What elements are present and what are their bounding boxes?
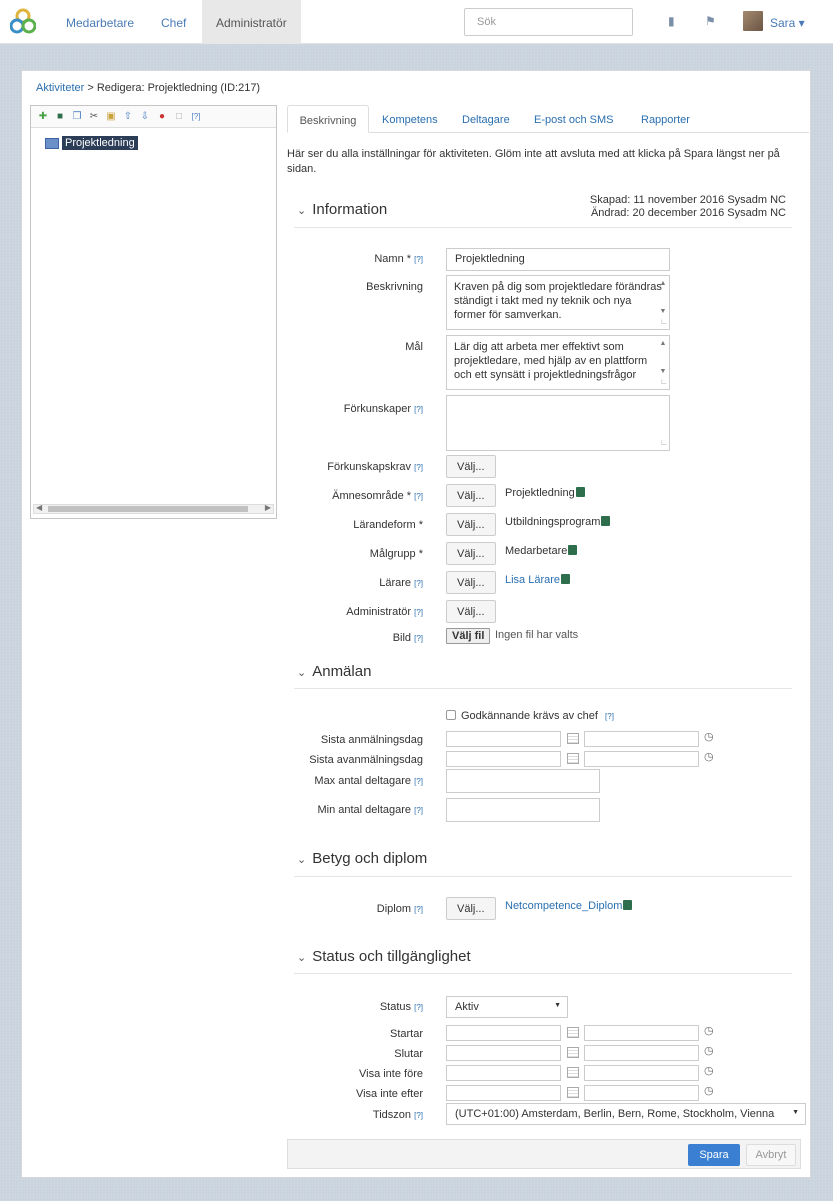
section-grades[interactable]: [297, 850, 427, 867]
prereq-req-label: Förkunskapskrav [?]: [327, 461, 423, 473]
tree-node-label[interactable]: Projektledning: [62, 136, 138, 150]
scroll-left-icon[interactable]: ◀: [36, 503, 43, 512]
clock-icon[interactable]: ◷: [704, 1045, 714, 1057]
section-title: Betyg och diplom: [312, 850, 428, 867]
ends-time-input[interactable]: [584, 1045, 699, 1061]
form-footer: [287, 1139, 801, 1169]
flag-icon[interactable]: ⚑: [705, 14, 716, 28]
main-panel: [21, 70, 811, 1178]
tab-kompetens[interactable]: Kompetens: [382, 114, 438, 126]
target-value: Medarbetare: [505, 545, 577, 557]
ends-date-input[interactable]: [446, 1045, 561, 1061]
breadcrumb-aktiviteter[interactable]: Aktiviteter: [36, 82, 85, 94]
tree-node[interactable]: [45, 136, 138, 150]
save-button[interactable]: Spara: [688, 1144, 740, 1166]
last-unreg-time-input[interactable]: [584, 751, 699, 767]
search-input[interactable]: Sök: [464, 8, 633, 36]
trash-icon[interactable]: [561, 574, 570, 584]
breadcrumb-current: Redigera: Projektledning (ID:217): [96, 82, 261, 94]
section-title: Information: [312, 201, 388, 218]
user-menu[interactable]: Sara ▾: [770, 16, 805, 30]
move-down-icon[interactable]: ⇩: [140, 110, 150, 122]
subject-label: Ämnesområde * [?]: [332, 490, 423, 502]
tree-scrollbar[interactable]: [33, 504, 274, 514]
clock-icon[interactable]: ◷: [704, 1085, 714, 1097]
choose-prereq-button[interactable]: Välj...: [446, 455, 496, 478]
status-label: Status [?]: [379, 1001, 423, 1013]
calendar-icon[interactable]: [567, 1047, 579, 1058]
choose-admin-button[interactable]: Välj...: [446, 600, 496, 623]
divider: [294, 876, 792, 877]
chevron-down-icon: ▼: [554, 1002, 561, 1009]
divider: [294, 227, 792, 228]
target-label: Målgrupp *: [369, 548, 423, 560]
nav-medarbetare[interactable]: Medarbetare: [66, 16, 135, 30]
hide-before-label: Visa inte före: [358, 1068, 423, 1080]
goal-label: Mål: [405, 341, 423, 353]
prereq-label: Förkunskaper [?]: [343, 403, 423, 415]
prereq-textarea[interactable]: [446, 395, 670, 451]
diploma-label: Diplom [?]: [376, 903, 423, 915]
clock-icon[interactable]: ◷: [704, 1065, 714, 1077]
choose-teacher-button[interactable]: Välj...: [446, 571, 496, 594]
section-title: Anmälan: [312, 663, 372, 680]
nav-chef[interactable]: Chef: [161, 16, 187, 30]
starts-time-input[interactable]: [584, 1025, 699, 1041]
changed-text: Ändrad: 20 december 2016 Sysadm NC: [590, 207, 786, 219]
description-textarea[interactable]: Kraven på dig som projektledare förändras ständigt i takt med ny teknik och nya former för samverkan. ▲ ▼ ∟: [446, 275, 670, 330]
app-logo-icon[interactable]: [10, 8, 36, 34]
section-status[interactable]: [297, 948, 471, 965]
folder-icon: [45, 138, 59, 149]
last-unreg-date-input[interactable]: [446, 751, 561, 767]
avatar[interactable]: [743, 11, 763, 31]
chevron-down-icon: ⌄: [297, 205, 307, 217]
calendar-icon[interactable]: [567, 1087, 579, 1098]
subject-value: Projektledning: [505, 487, 585, 499]
approval-checkbox[interactable]: [446, 710, 456, 720]
description-label: Beskrivning: [366, 281, 423, 293]
chevron-down-icon: ⌄: [297, 952, 307, 964]
chat-icon[interactable]: ▮: [668, 14, 675, 28]
diploma-link[interactable]: Netcompetence_Diplom: [505, 900, 623, 912]
help-icon[interactable]: [?]: [191, 111, 201, 121]
calendar-icon[interactable]: [567, 733, 579, 744]
info-meta: [590, 194, 786, 220]
nav-administrator[interactable]: Administratör: [202, 0, 301, 44]
min-participants-input[interactable]: [446, 798, 600, 822]
resize-grip-icon[interactable]: ∟: [660, 377, 668, 386]
last-reg-date-input[interactable]: [446, 731, 561, 747]
chevron-down-icon: ⌄: [297, 854, 307, 866]
form-value: Utbildningsprogram: [505, 516, 610, 528]
choose-diploma-button[interactable]: Välj...: [446, 897, 496, 920]
resize-grip-icon[interactable]: ∟: [660, 317, 668, 326]
tab-rapporter[interactable]: Rapporter: [641, 114, 690, 126]
breadcrumb: [36, 82, 260, 94]
textarea-scrollbar[interactable]: ▲ ▼: [659, 340, 667, 375]
section-registration[interactable]: [297, 663, 371, 680]
goal-textarea[interactable]: Lär dig att arbeta mer effektivt som projektledare, med hjälp av en plattform och ett synsätt i projektledningsfrågor ▲ ▼ ∟: [446, 335, 670, 390]
max-participants-input[interactable]: [446, 769, 600, 793]
chevron-down-icon: ▼: [792, 1109, 799, 1116]
last-unreg-label: Sista avanmälningsdag: [309, 754, 423, 766]
admin-label: Administratör [?]: [346, 606, 423, 618]
delete-icon[interactable]: ■: [56, 110, 64, 122]
form-label: Lärandeform *: [353, 519, 423, 531]
cut-icon[interactable]: ✂: [89, 110, 99, 122]
choose-subject-button[interactable]: Välj...: [446, 484, 496, 507]
trash-icon[interactable]: [568, 545, 577, 555]
tab-epost-sms[interactable]: E-post och SMS: [534, 114, 614, 126]
breadcrumb-separator: >: [84, 82, 97, 94]
name-label: Namn * [?]: [374, 253, 423, 265]
calendar-icon[interactable]: [567, 1027, 579, 1038]
trash-icon[interactable]: [623, 900, 632, 910]
activity-tree: [30, 105, 277, 519]
trash-icon[interactable]: [576, 487, 585, 497]
hide-before-date-input[interactable]: [446, 1065, 561, 1081]
clock-icon[interactable]: ◷: [704, 731, 714, 743]
starts-date-input[interactable]: [446, 1025, 561, 1041]
clock-icon[interactable]: ◷: [704, 1025, 714, 1037]
created-text: Skapad: 11 november 2016 Sysadm NC: [589, 194, 786, 206]
paste-icon[interactable]: ▣: [106, 110, 116, 122]
scroll-thumb[interactable]: [48, 506, 248, 512]
no-file-text: Ingen fil har valts: [495, 629, 579, 641]
hide-after-date-input[interactable]: [446, 1085, 561, 1101]
tree-toolbar: [31, 106, 276, 128]
top-navbar: [0, 0, 833, 44]
cancel-button[interactable]: Avbryt: [746, 1144, 796, 1166]
timezone-label: Tidszon [?]: [372, 1109, 423, 1121]
choose-file-button[interactable]: Välj fil: [446, 628, 490, 644]
section-information[interactable]: [297, 201, 387, 218]
textarea-scrollbar[interactable]: ▲ ▼: [659, 280, 667, 315]
copy-icon[interactable]: ❐: [72, 110, 82, 122]
divider: [294, 973, 792, 974]
tabs: [287, 105, 809, 133]
teacher-link[interactable]: Lisa Lärare: [505, 574, 561, 586]
section-title: Status och tillgänglighet: [312, 948, 471, 965]
min-label: Min antal deltagare [?]: [317, 804, 423, 816]
move-up-icon[interactable]: ⇧: [123, 110, 133, 122]
approval-checkbox-row[interactable]: Godkännande krävs av chef [?]: [446, 710, 614, 722]
calendar-icon[interactable]: [567, 753, 579, 764]
divider: [294, 688, 792, 689]
ends-label: Slutar: [394, 1048, 423, 1060]
diploma-value: [505, 900, 632, 912]
hide-before-time-input[interactable]: [584, 1065, 699, 1081]
tab-beskrivning[interactable]: Beskrivning: [287, 105, 369, 133]
choose-form-button[interactable]: Välj...: [446, 513, 496, 536]
trash-icon[interactable]: [601, 516, 610, 526]
last-reg-label: Sista anmälningsdag: [320, 734, 423, 746]
max-label: Max antal deltagare [?]: [314, 775, 423, 787]
page-icon[interactable]: □: [175, 110, 183, 122]
timezone-select[interactable]: (UTC+01:00) Amsterdam, Berlin, Bern, Rome, Stockholm, Vienna ▼: [446, 1103, 806, 1125]
block-icon[interactable]: ●: [158, 110, 166, 122]
hide-after-label: Visa inte efter: [355, 1088, 423, 1100]
teacher-value: [505, 574, 570, 586]
clock-icon[interactable]: ◷: [704, 751, 714, 763]
hide-after-time-input[interactable]: [584, 1085, 699, 1101]
chevron-down-icon: ⌄: [297, 667, 307, 679]
image-label: Bild [?]: [392, 632, 423, 644]
choose-target-button[interactable]: Välj...: [446, 542, 496, 565]
status-select[interactable]: Aktiv ▼: [446, 996, 568, 1018]
add-icon[interactable]: ✚: [38, 110, 48, 122]
calendar-icon[interactable]: [567, 1067, 579, 1078]
tab-deltagare[interactable]: Deltagare: [462, 114, 510, 126]
name-input[interactable]: Projektledning: [446, 248, 670, 271]
teacher-label: Lärare [?]: [379, 577, 423, 589]
resize-grip-icon[interactable]: ∟: [660, 438, 668, 447]
scroll-right-icon[interactable]: ▶: [264, 503, 271, 512]
starts-label: Startar: [389, 1028, 423, 1040]
last-reg-time-input[interactable]: [584, 731, 699, 747]
intro-text: Här ser du alla inställningar för aktiviteten. Glöm inte att avsluta med att klicka på Spara längst ner på sidan.: [287, 148, 780, 175]
